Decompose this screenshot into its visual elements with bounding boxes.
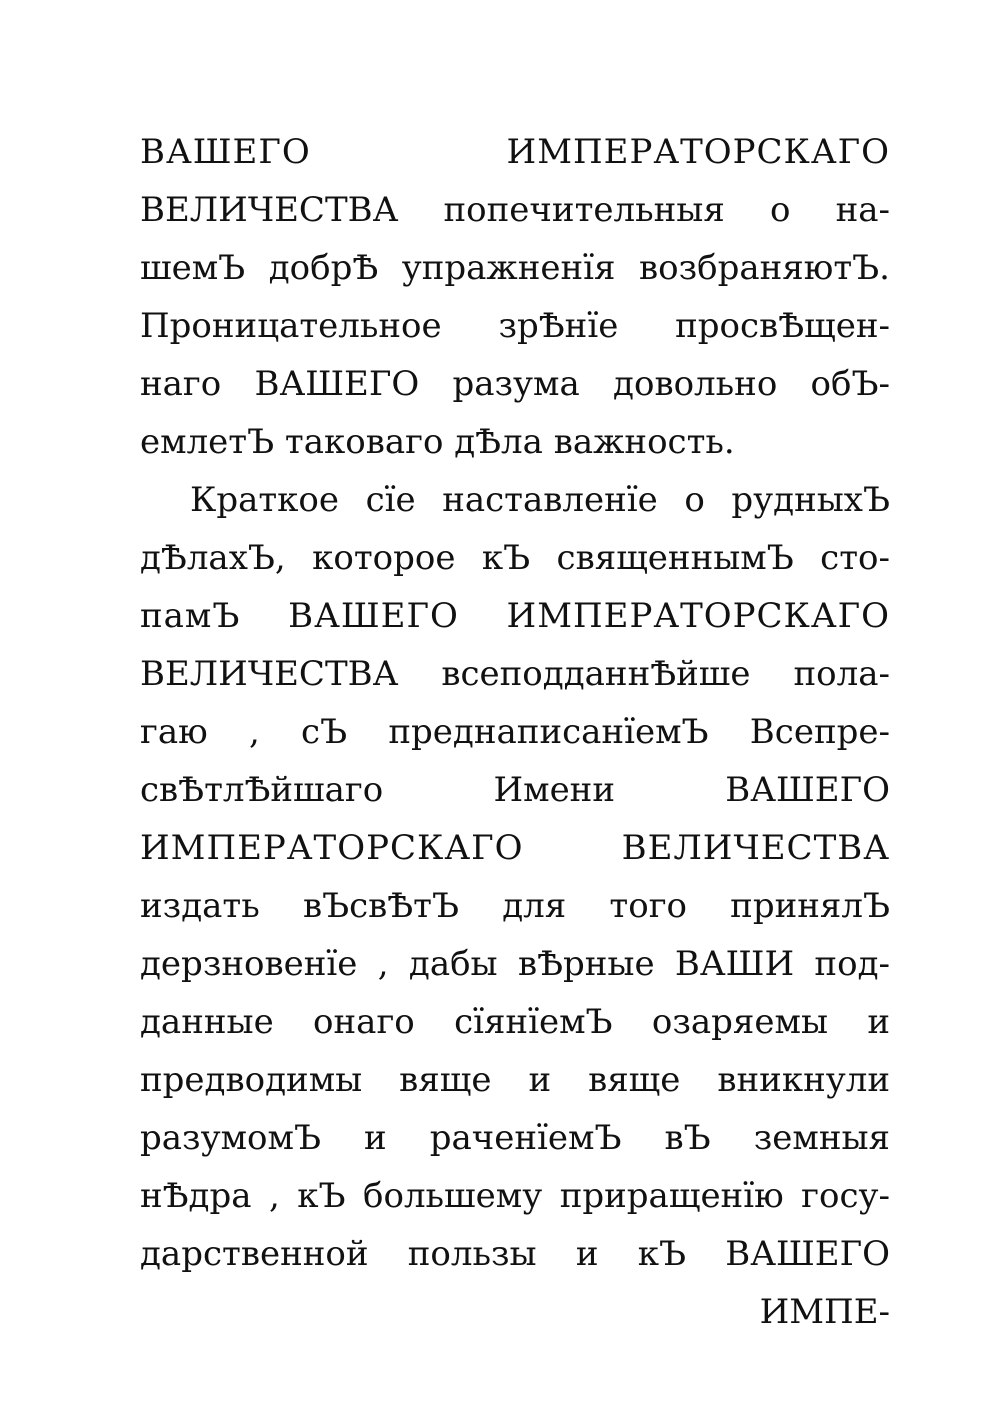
text-line: данные онаго сїянїемЪ озаряемы и [140, 1002, 890, 1042]
text-line: памЪ ВАШЕГО ИМПЕРАТОРСКАГО [140, 596, 890, 636]
text-line: ИМПЕРАТОРСКАГО ВЕЛИЧЕСТВА [140, 828, 890, 868]
text-line: ВЕЛИЧЕСТВА попечительныя о на- [140, 190, 890, 230]
text-line: разумомЪ и раченїемЪ вЪ земныя [140, 1118, 890, 1158]
text-line: дарственной пользы и кЪ ВАШЕГО [140, 1234, 890, 1274]
text-line: шемЪ добрѢ упражненїя возбраняютЪ. [140, 248, 890, 288]
text-line: издать вЪсвѢтЪ для того принялЪ [140, 886, 890, 926]
paragraph-start-line: Краткое сїе наставленїе о рудныхЪ [190, 480, 890, 520]
text-line: ВЕЛИЧЕСТВА всеподданнѢйше пола- [140, 654, 890, 694]
text-line: гаю , сЪ преднаписанїемЪ Всепре- [140, 712, 890, 752]
text-line: ВАШЕГО ИМПЕРАТОРСКАГО [140, 132, 890, 172]
catchword: ИМПЕ- [759, 1292, 890, 1332]
text-line: емлетЪ таковаго дѢла важность. [140, 422, 735, 462]
text-line: свѢтлѢйшаго Имени ВАШЕГО [140, 770, 890, 810]
text-line: предводимы вяще и вяще вникнули [140, 1060, 890, 1100]
text-line: дѢлахЪ, которое кЪ священнымЪ сто- [140, 538, 890, 578]
text-line: дерзновенїе , дабы вѢрные ВАШИ под- [140, 944, 890, 984]
page-text [140, 123, 890, 1341]
text-line: нѢдра , кЪ большему приращенїю госу- [140, 1176, 890, 1216]
text-line: Проницательное зрѢнїе просвѢщен- [140, 306, 890, 346]
text-line: наго ВАШЕГО разума довольно обЪ- [140, 364, 890, 404]
